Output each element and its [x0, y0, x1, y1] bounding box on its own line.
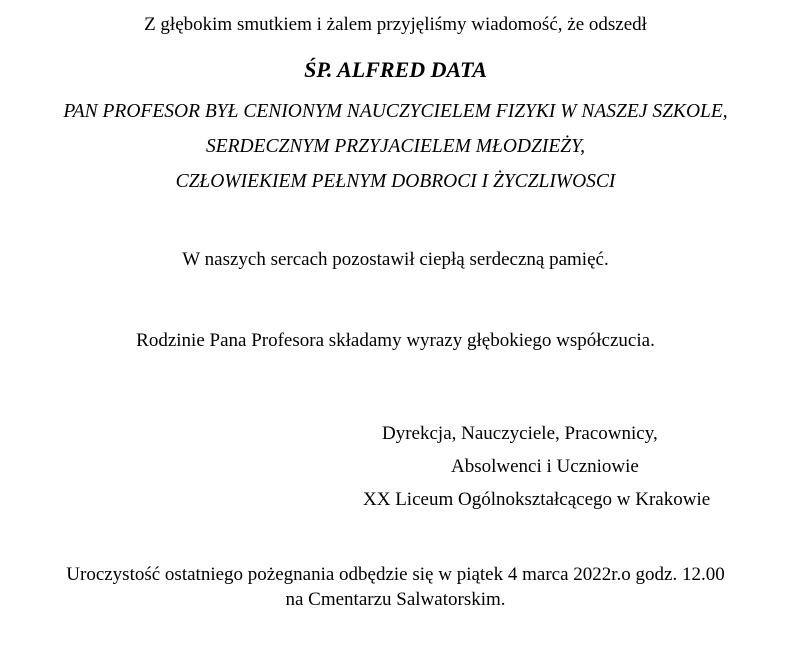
deceased-name: ŚP. ALFRED DATA [304, 57, 487, 82]
intro-text: Z głębokim smutkiem i żalem przyjęliśmy wiadomość, że odszedł [144, 14, 647, 35]
memory-text: W naszych sercach pozostawił ciepłą serdeczną pamięć. [182, 249, 609, 270]
praise-line-1: PAN PROFESOR BYŁ CENIONYM NAUCZYCIELEM FIZYKI W NASZEJ SZKOLE, [63, 101, 728, 122]
signature-line-2: Absolwenci i Uczniowie [451, 456, 639, 477]
condolence-text: Rodzinie Pana Profesora składamy wyrazy głębokiego współczucia. [136, 330, 655, 351]
signature-line-3: XX Liceum Ogólnokształcącego w Krakowie [363, 489, 711, 510]
praise-line-3: CZŁOWIEKIEM PEŁNYM DOBROCI I ŻYCZLIWOSCI [175, 171, 616, 192]
signature-line-1: Dyrekcja, Nauczyciele, Pracownicy, [382, 423, 658, 444]
ceremony-line-1: Uroczystość ostatniego pożegnania odbędzie się w piątek 4 marca 2022r.o godz. 12.00 [66, 564, 725, 585]
ceremony-line-2: na Cmentarzu Salwatorskim. [285, 589, 506, 610]
praise-line-2: SERDECZNYM PRZYJACIELEM MŁODZIEŻY, [205, 136, 586, 157]
